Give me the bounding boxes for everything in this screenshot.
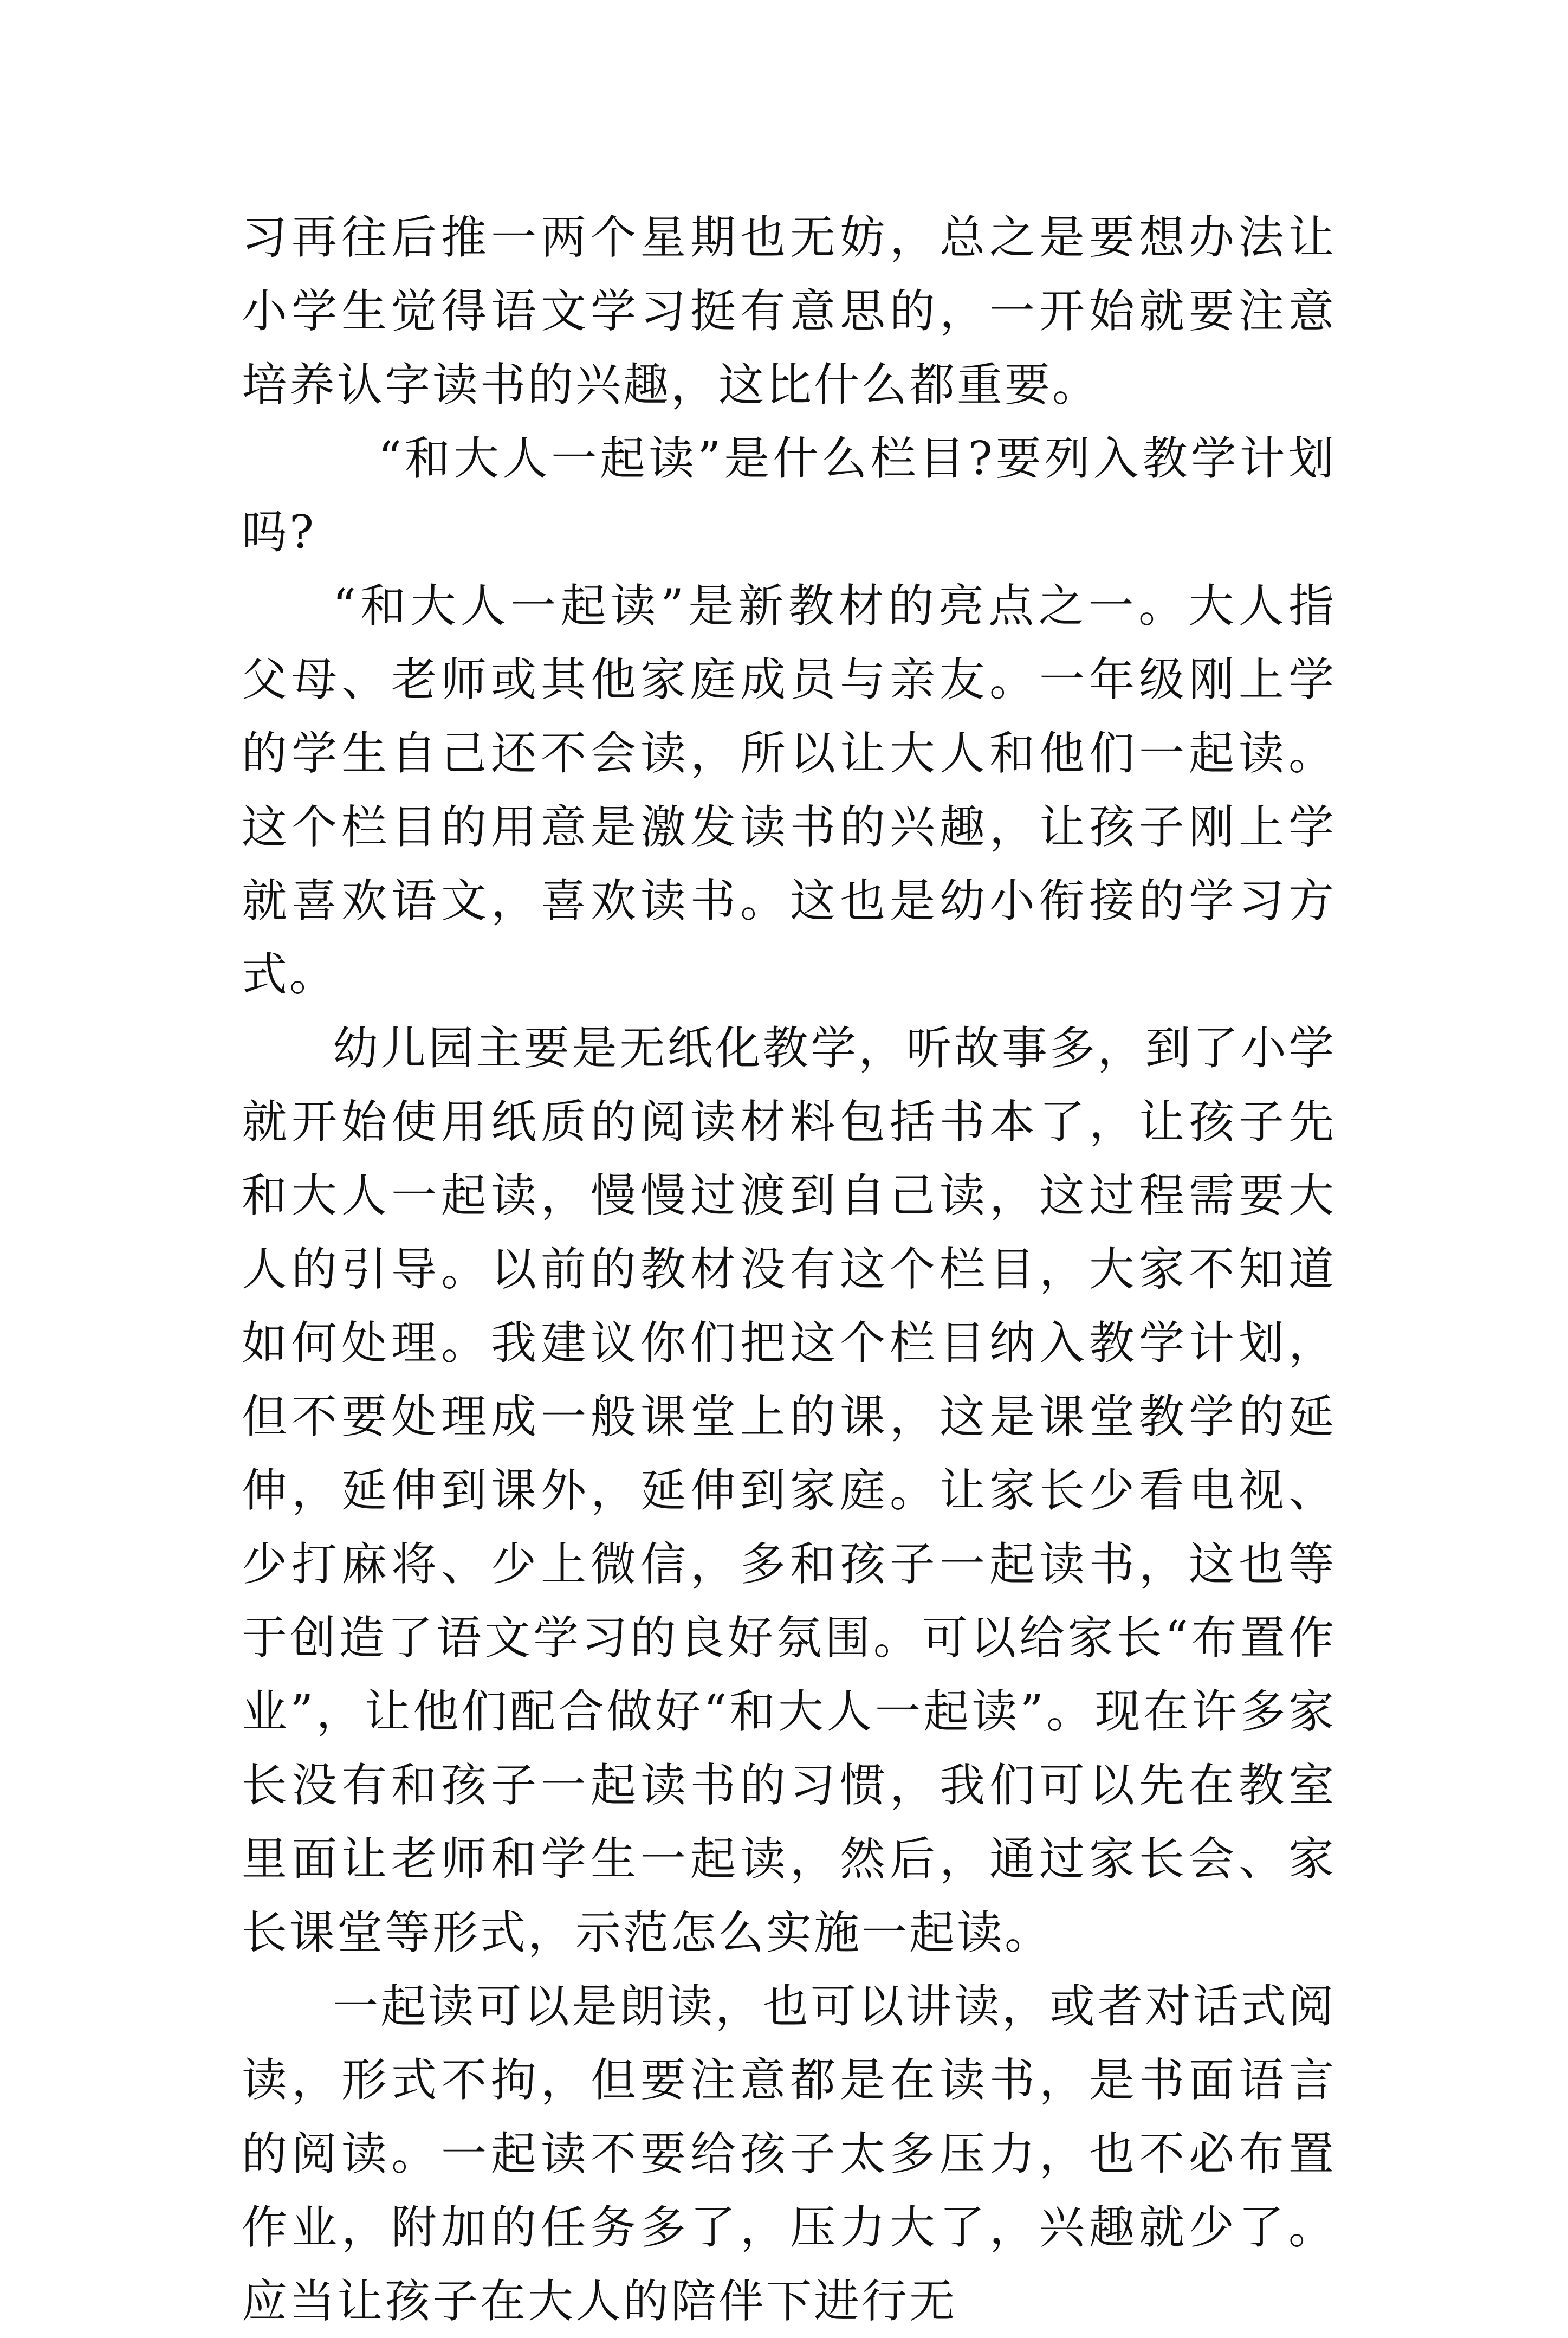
- body-text: [242, 201, 1336, 2338]
- question-heading: “和大人一起读”是什么栏目?要列入教学计划吗?: [242, 432, 1336, 559]
- paragraph: “和大人一起读”是新教材的亮点之一。大人指父母、老师或其他家庭成员与亲友。一年级刚上学的学生自己还不会读，所以让大人和他们一起读。这个栏目的用意是激发读书的兴趣，让孩子刚上学就喜欢语文，喜欢读书。这也是幼小衔接的学习方式。: [242, 579, 1336, 1001]
- paragraph: 一起读可以是朗读，也可以讲读，或者对话式阅读，形式不拘，但要注意都是在读书，是书面语言的阅读。一起读不要给孩子太多压力，也不必布置作业，附加的任务多了，压力大了，兴趣就少了。应当让孩子在大人的陪伴下进行无: [242, 1980, 1336, 2328]
- paragraph: 幼儿园主要是无纸化教学，听故事多，到了小学就开始使用纸质的阅读材料包括书本了，让孩子先和大人一起读，慢慢过渡到自己读，这过程需要大人的引导。以前的教材没有这个栏目，大家不知道如何处理。我建议你们把这个栏目纳入教学计划，但不要处理成一般课堂上的课，这是课堂教学的延伸，延伸到课外，延伸到家庭。让家长少看电视、少打麻将、少上微信，多和孩子一起读书，这也等于创造了语文学习的良好氛围。可以给家长“布置作业”，让他们配合做好“和大人一起读”。现在许多家长没有和孩子一起读书的习惯，我们可以先在教室里面让老师和学生一起读，然后，通过家长会、家长课堂等形式，示范怎么实施一起读。: [242, 1022, 1336, 1959]
- paragraph-continuation: 习再往后推一两个星期也无妨，总之是要想办法让小学生觉得语文学习挺有意思的，一开始就要注意培养认字读书的兴趣，这比什么都重要。: [242, 211, 1336, 411]
